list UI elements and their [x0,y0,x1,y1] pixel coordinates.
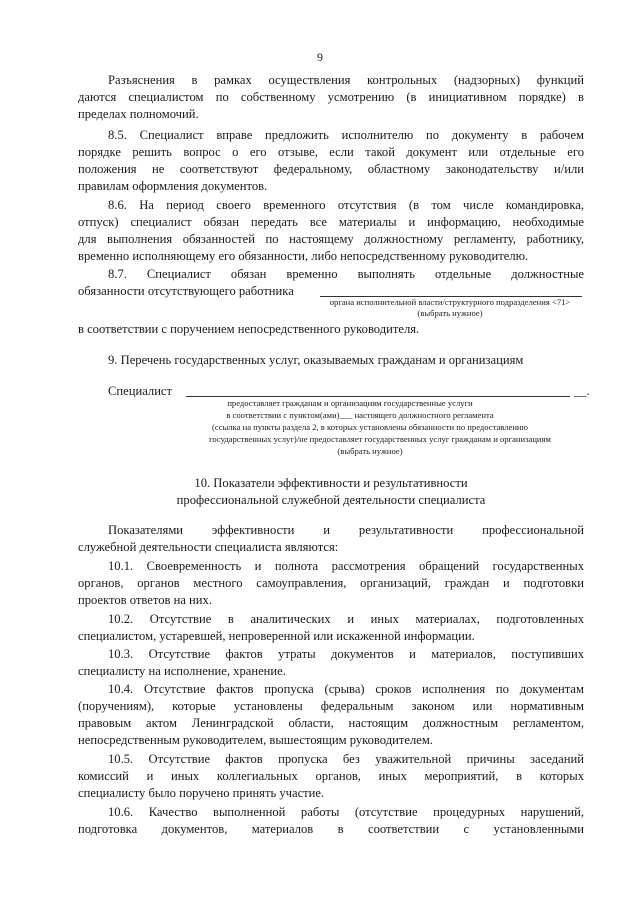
text-line: (поручениям), которые установлены федеральным законом или нормативным [78,699,584,713]
text-line: служебной деятельности специалиста являются: [78,540,339,554]
section-heading: 10. Показатели эффективности и результативности [194,476,468,490]
hint-text: (ссылка на пункты раздела 2, в которых установлены обязанности по предоставлению [212,422,528,432]
fill-in-blank [186,396,570,397]
text-line: обязанности отсутствующего работника [78,284,294,298]
text-line: 10.2. Отсутствие в аналитических и иных материалах, подготовленных [108,612,584,626]
text-line: органов, органов местного самоуправления, организаций, граждан и подготовки [78,576,584,590]
text-line: 8.5. Специалист вправе предложить исполнителю по документу в рабочем [108,128,584,142]
text-line: правовым актом Ленинградской области, настоящим должностным регламентом, [78,716,584,730]
text-line: специалисту было поручено принять участие. [78,786,325,800]
text-line: Специалист [108,384,173,398]
text-line: даются специалистом по собственному усмотрению (в инициативном порядке) в [78,90,584,104]
text-line: порядке решить вопрос о его отзыве, если такой документ или отдельные его [78,145,584,159]
hint-text: органа исполнительной власти/структурного подразделения <71> [329,297,571,307]
section-heading: 9. Перечень государственных услуг, оказываемых гражданам и организациям [108,353,524,367]
hint-text: в соответствии с пунктом(ами)___ настоящего должностного регламента [226,410,494,420]
text-line: Показателями эффективности и результативности профессиональной [108,523,584,537]
hint-text: государственных услуг)/не предоставляет государственных услуг гражданам и организациям [209,434,551,444]
text-line: подготовка документов, материалов в соответствии с установленными [78,822,584,836]
text-line: 10.5. Отсутствие фактов пропуска без уважительной причины заседаний [108,752,584,766]
hint-text: (выбрать нужное) [337,446,403,456]
text-line: комиссий и иных коллегиальных органов, иных мероприятий, в которых [78,769,584,783]
text-line: 10.6. Качество выполненной работы (отсутствие процедурных нарушений, [108,805,584,819]
text-line: правилам оформления документов. [78,179,268,193]
text-line: положения не соответствуют федеральному, областному законодательству и/или [78,162,584,176]
text-line: Разъяснения в рамках осуществления контрольных (надзорных) функций [108,73,584,87]
text-line: специалисту на исполнение, хранение. [78,664,286,678]
text-line: временно исполняющему его обязанности, либо непосредственному руководителю. [78,249,529,263]
text-line: пределах полномочий. [78,107,199,121]
text-line: 8.7. Специалист обязан временно выполнять отдельные должностные [108,267,584,281]
text-line: проектов ответов на них. [78,593,212,607]
text-line: 10.3. Отсутствие фактов утраты документов и материалов, поступивших [108,647,584,661]
text-line: __. [574,384,590,398]
text-line: отпуск) специалист обязан передать все материалы и информацию, необходимые [78,215,584,229]
text-line: 10.4. Отсутствие фактов пропуска (срыва) сроков исполнения по документам [108,682,584,696]
text-line: 8.6. На период своего временного отсутствия (в том числе командировка, [108,198,584,212]
text-line: 10.1. Своевременность и полнота рассмотрения обращений государственных [108,559,584,573]
text-line: непосредственным руководителем, вышестоящим руководителем. [78,733,433,747]
section-heading: профессиональной служебной деятельности специалиста [176,493,486,507]
hint-text: (выбрать нужное) [417,308,483,318]
hint-text: предоставляет гражданам и организациям государственные услуги [227,398,473,408]
page-number: 9 [317,50,323,64]
text-line: в соответствии с поручением непосредственного руководителя. [78,322,420,336]
text-line: для выполнения обязанностей по настоящему должностному регламенту, работнику, [78,232,584,246]
text-line: специалистом, устаревшей, непроверенной или искаженной информации. [78,629,475,643]
